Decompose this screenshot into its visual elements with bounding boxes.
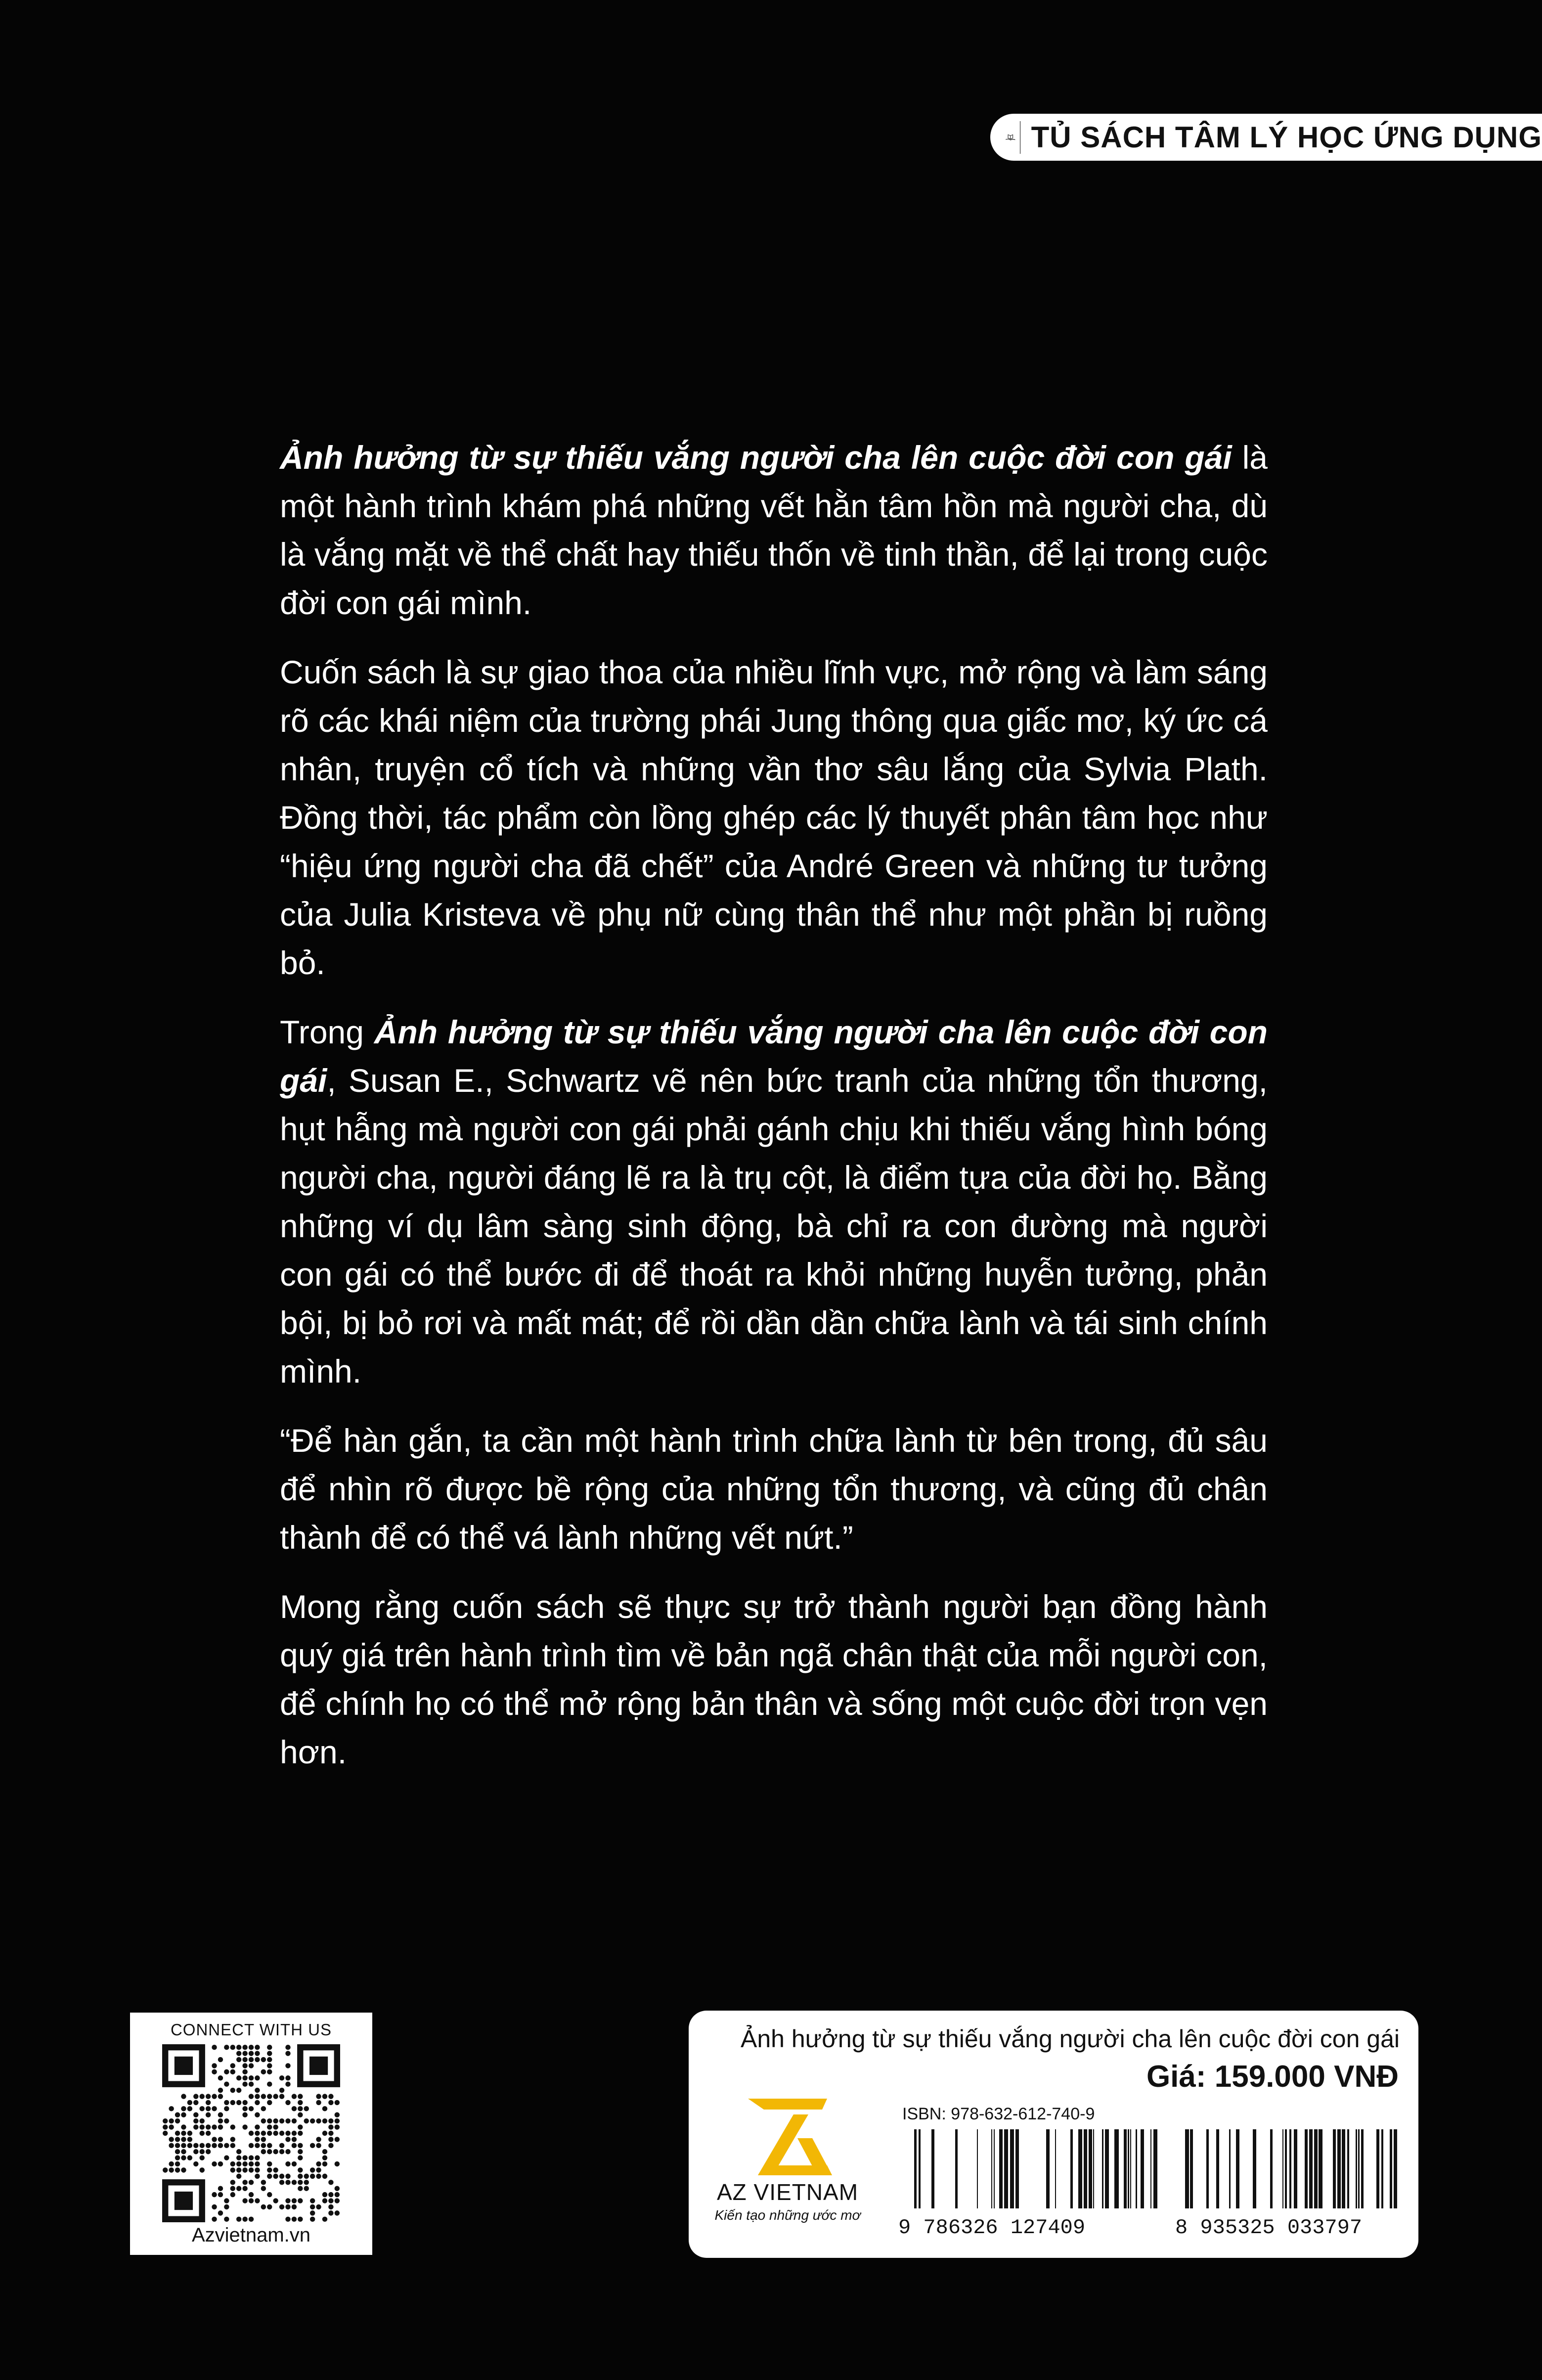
book-title-emphasis: Ảnh hưởng từ sự thiếu vắng người cha lên cuộc đời con gái [280, 1014, 1268, 1099]
isbn-barcode [898, 2129, 1405, 2238]
qr-code[interactable] [162, 2044, 340, 2222]
qr-card [130, 2013, 372, 2255]
price-label: Giá: 159.000 VNĐ [1146, 2060, 1399, 2094]
isbn-text: ISBN: 978-632-612-740-9 [902, 2105, 1095, 2123]
book-hand-icon [1005, 120, 1016, 155]
barcode-digits-right: 8 935325 033797 [1175, 2216, 1363, 2238]
qr-heading: CONNECT WITH US [170, 2021, 332, 2039]
book-title-emphasis: Ảnh hưởng từ sự thiếu vắng người cha lên cuộc đời con gái [280, 439, 1232, 476]
series-title: TỦ SÁCH TÂM LÝ HỌC ỨNG DỤNG [1031, 121, 1542, 154]
publisher-name: AZ VIETNAM [716, 2179, 859, 2205]
blurb-paragraph-2: Cuốn sách là sự giao thoa của nhiều lĩnh vực, mở rộng và làm sáng rõ các khái niệm của trường phái Jung thông qua giấc mơ, ký ức cá nhân, truyện cổ tích và những vần thơ sâu lắng của Sylvia Plath. Đồng thời, tác phẩm còn lồng ghép các lý thuyết phân tâm học như “hiệu ứng người cha đã chết” của André Green và những tư tưởng của Julia Kristeva về phụ nữ cùng thân thể như một phần bị ruồng bỏ. [280, 654, 1268, 981]
blurb-paragraph-3 [280, 1008, 1268, 1395]
barcode-digits-left: 9 786326 127409 [898, 2216, 1086, 2238]
back-cover-blurb [280, 433, 1268, 1797]
blurb-paragraph-5: Mong rằng cuốn sách sẽ thực sự trở thành người bạn đồng hành quý giá trên hành trình tìm về bản ngã chân thật của mỗi người con, để chính họ có thể mở rộng bản thân và sống một cuộc đời trọn vẹn hơn. [280, 1588, 1268, 1770]
publisher-slogan: Kiến tạo những ước mơ [714, 2207, 861, 2223]
blurb-paragraph-3-lead: Trong [280, 1014, 364, 1050]
blurb-paragraph-1 [280, 433, 1268, 627]
blurb-paragraph-3-text: , Susan E., Schwartz vẽ nên bức tranh của những tổn thương, hụt hẫng mà người con gái phải gánh chịu khi thiếu vắng hình bóng người cha, người đáng lẽ ra là trụ cột, là điểm tựa của đời họ. Bằng những ví dụ lâm sàng sinh động, bà chỉ ra con đường mà người con gái có thể bước đi để thoát ra khỏi những huyễn tưởng, phản bội, bị bỏ rơi và mất mát; để rồi dần dần chữa lành và tái sinh chính mình. [280, 1062, 1268, 1390]
series-label [990, 114, 1542, 161]
blurb-quote: “Để hàn gắn, ta cần một hành trình chữa lành từ bên trong, đủ sâu để nhìn rõ được bề rộng của những tổn thương, và cũng đủ chân thành để có thể vá lành những vết nứt.” [280, 1422, 1268, 1556]
barcode-bars-left [914, 2129, 1157, 2208]
website-url[interactable]: Azvietnam.vn [191, 2224, 311, 2246]
price-barcode-card [689, 2011, 1418, 2258]
price-card-book-title: Ảnh hưởng từ sự thiếu vắng người cha lên cuộc đời con gái [740, 2025, 1400, 2053]
barcode-bars-right [1185, 2129, 1397, 2208]
az-vietnam-logo-icon [738, 2094, 837, 2180]
blurb-paragraph-1-text: là một hành trình khám phá những vết hằn tâm hồn mà người cha, dù là vắng mặt về thể chất hay thiếu thốn về tinh thần, để lại trong cuộc đời con gái mình. [280, 439, 1268, 621]
